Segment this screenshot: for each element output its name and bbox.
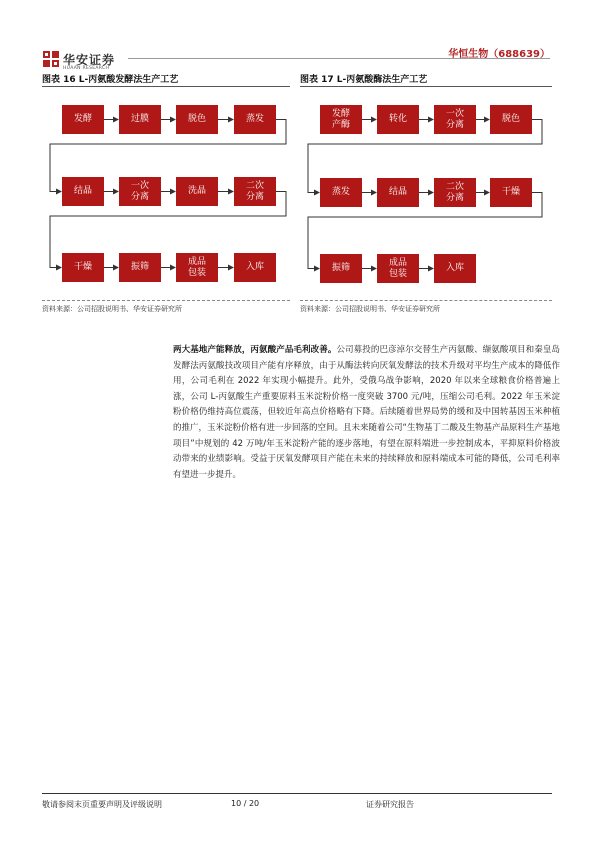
footer-rule [42, 793, 552, 794]
fig16-step-evaporate: 蒸发 [234, 105, 276, 134]
fig16-step-first-separation: 一次 分离 [119, 177, 161, 206]
figure16-title: 图表 16 L-丙氨酸发酵法生产工艺 [42, 75, 179, 85]
fig17-step-second-separation: 二次 分离 [434, 178, 476, 207]
fig16-step-sieve: 振筛 [119, 253, 161, 282]
paragraph-text: 公司募投的巴彦淖尔交替生产丙氨酸、缬氨酸项目和秦皇岛发酵法丙氨酸技改项目产能有序释放，由于从酶法转向厌氧发酵法的技术升级对平均生产成本的降低作用，公司毛利在 2022 年实现小幅提升。此外，受俄乌战争影响，2020 年以来全球粮食价格普遍上涨，公司 L-丙氨酸生产重要原料玉米淀粉价格一度突破 3700 元/吨，压缩公司毛利。2022 年玉米淀粉价格仍维持高位震荡，但较近年高点价格略有下降。后续随着世界局势的缓和及中国转基因玉米种植的推广，玉米淀粉价格有进一步回落的空间。且未来随着公司“生物基丁二酸及生物基产品原料生产基地项目”中规划的 42 万吨/年玉米淀粉产能的逐步落地，有望在原料端进一步控制成本，平抑原料价格波动带来的业绩影响。受益于厌氧发酵项目产能在未来的持续释放和原料端成本可能的降低，公司毛利率有望进一步提升。 [173, 345, 560, 480]
fig16-step-wash-crystal: 洗晶 [176, 177, 218, 206]
logo-icon [42, 50, 60, 68]
fig16-step-fermentation: 发酵 [62, 105, 104, 134]
figure17-title: 图表 17 L-丙氨酸酶法生产工艺 [300, 75, 428, 85]
fig16-step-package: 成品 包装 [176, 253, 218, 282]
fig16-step-crystallize: 结晶 [62, 177, 104, 206]
fig17-step-convert: 转化 [377, 105, 419, 134]
figure16-title-rule [42, 86, 290, 87]
fig16-step-membrane: 过膜 [119, 105, 161, 134]
report-type: 证券研究报告 [366, 800, 414, 809]
fig16-step-second-separation: 二次 分离 [234, 177, 276, 206]
logo-text: 华安证券 [63, 53, 116, 67]
analysis-paragraph [173, 343, 560, 483]
fig17-step-storage: 入库 [434, 254, 476, 283]
fig17-step-decolor: 脱色 [490, 105, 532, 134]
fig17-step-ferment-enzyme: 发酵 产酶 [320, 105, 362, 134]
figure17-title-rule [300, 86, 552, 87]
fig16-step-dry: 干燥 [62, 253, 104, 282]
fig17-step-sieve: 振筛 [320, 254, 362, 283]
logo-subtitle: HUAAN RESEARCH [63, 66, 110, 71]
fig17-step-evaporate: 蒸发 [320, 178, 362, 207]
fig17-step-package: 成品 包装 [377, 254, 419, 283]
fig17-step-first-separation: 一次 分离 [434, 105, 476, 134]
company-ticker: 华恒生物（688639） [448, 49, 550, 60]
fig17-step-crystallize: 结晶 [377, 178, 419, 207]
page-number: 10 / 20 [231, 799, 260, 808]
figure17-bottom-rule [300, 300, 552, 301]
figure16-source: 资料来源：公司招股说明书、华安证券研究所 [42, 305, 182, 313]
fig16-step-storage: 入库 [234, 253, 276, 282]
figure17-source: 资料来源：公司招股说明书、华安证券研究所 [300, 305, 440, 313]
paragraph-lead: 两大基地产能释放，丙氨酸产品毛利改善。 [173, 345, 337, 355]
figure16-bottom-rule [42, 300, 290, 301]
fig16-step-decolor: 脱色 [176, 105, 218, 134]
footer-disclaimer: 敬请参阅末页重要声明及评级说明 [42, 800, 162, 809]
fig17-step-dry: 干燥 [490, 178, 532, 207]
